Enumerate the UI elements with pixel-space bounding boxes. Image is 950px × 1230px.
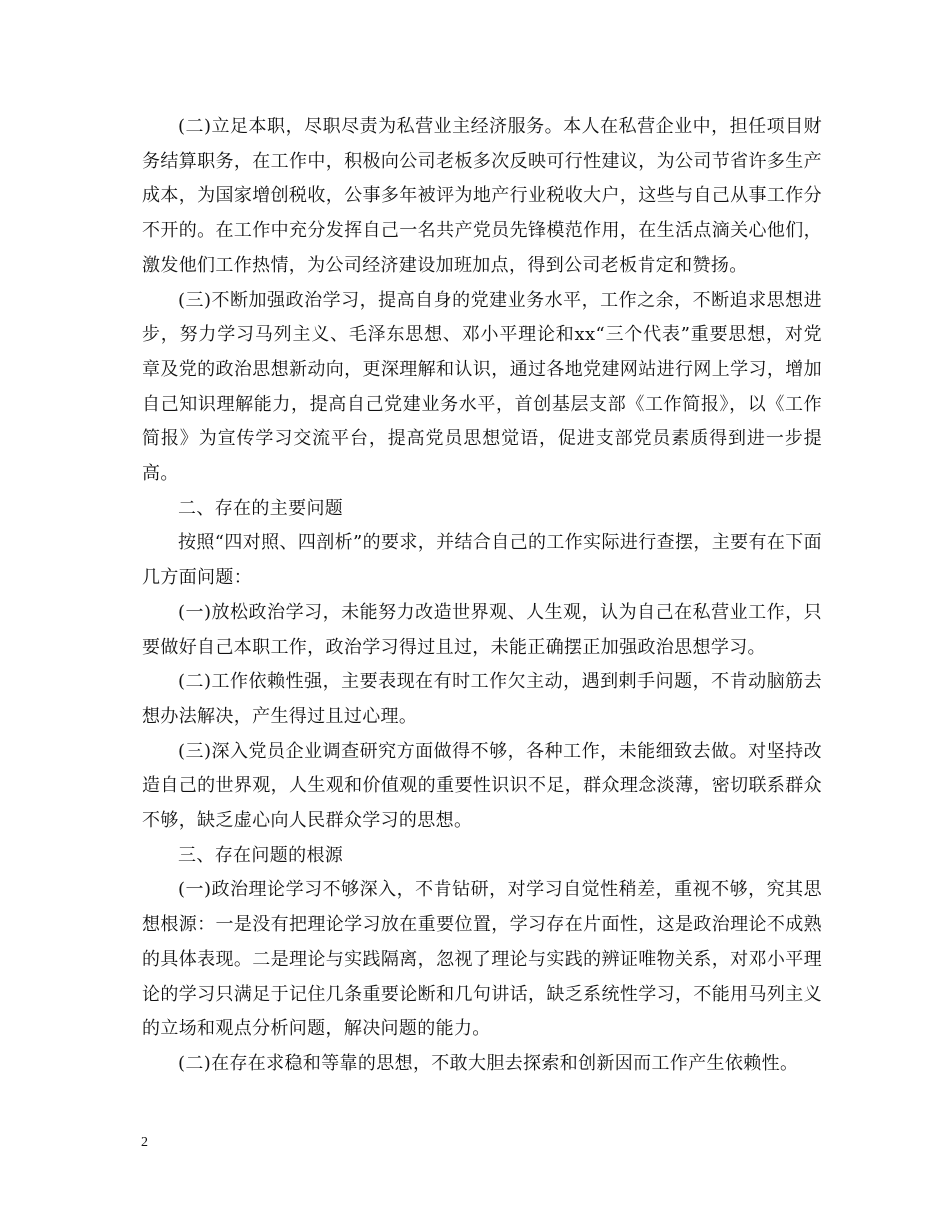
paragraph-2-duty-service: (二)立足本职，尽职尽责为私营业主经济服务。本人在私营企业中，担任项目财务结算职务，在工作中，积极向公司老板多次反映可行性建议，为公司节省许多生产成本，为国家增创税收，公事多年被评为地产行业税收大户，这些与自己从事工作分不开的。在工作中充分发挥自己一名共产党员先锋模范作用，在生活点滴关心他们，激发他们工作热情，为公司经济建设加班加点，得到公司老板肯定和赞扬。 (142, 116, 822, 276)
paragraph-cause-2: (二)在存在求稳和等靠的思想，不敢大胆去探索和创新因而工作产生依赖性。 (178, 1052, 799, 1074)
paragraph-problem-1: (一)放松政治学习，未能努力改造世界观、人生观，认为自己在私营业工作，只要做好自己本职工作，政治学习得过且过，未能正确摆正加强政治思想学习。 (142, 601, 822, 658)
document-page (142, 110, 822, 1082)
section-heading-main-problems: 二、存在的主要问题 (178, 497, 344, 519)
paragraph-problem-2: (二)工作依赖性强，主要表现在有时工作欠主动，遇到剌手问题，不肯动脑筋去想办法解决，产生得过且过心理。 (142, 671, 822, 727)
paragraph-problem-3: (三)深入党员企业调查研究方面做得不够，各种工作，未能细致去做。对坚持改造自己的世界观，人生观和价值观的重要性识识不足，群众理念淡薄，密切联系群众不够，缺乏虚心向人民群众学习的思想。 (142, 740, 822, 832)
paragraph-3-political-study: (三)不断加强政治学习，提高自身的党建业务水平，工作之余，不断追求思想进步，努力学习马列主义、毛泽东思想、邓小平理论和xx“三个代表”重要思想，对党章及党的政治思想新动向，更深理解和认识，通过各地党建网站进行网上学习，增加自己知识理解能力，提高自己党建业务水平，首创基层支部《工作简报》，以《工作简报》为宣传学习交流平台，提高党员思想觉语，促进支部党员素质得到进一步提高。 (142, 289, 822, 485)
paragraph-cause-1: (一)政治理论学习不够深入，不肯钻研，对学习自觉性稍差，重视不够，究其思想根源：一是没有把理论学习放在重要位置，学习存在片面性，这是政治理论不成熟的具体表现。二是理论与实践隔离，忽视了理论与实践的辨证唯物关系，对邓小平理论的学习只满足于记住几条重要论断和几句讲话，缺乏系统性学习，不能用马列主义的立场和观点分析问题，解决问题的能力。 (142, 879, 822, 1040)
section-heading-root-causes: 三、存在问题的根源 (178, 844, 344, 866)
paragraph-problems-intro: 按照“四对照、四剖析”的要求，并结合自己的工作实际进行查摆，主要有在下面几方面问题： (142, 532, 822, 589)
page-number: 2 (141, 1135, 148, 1150)
